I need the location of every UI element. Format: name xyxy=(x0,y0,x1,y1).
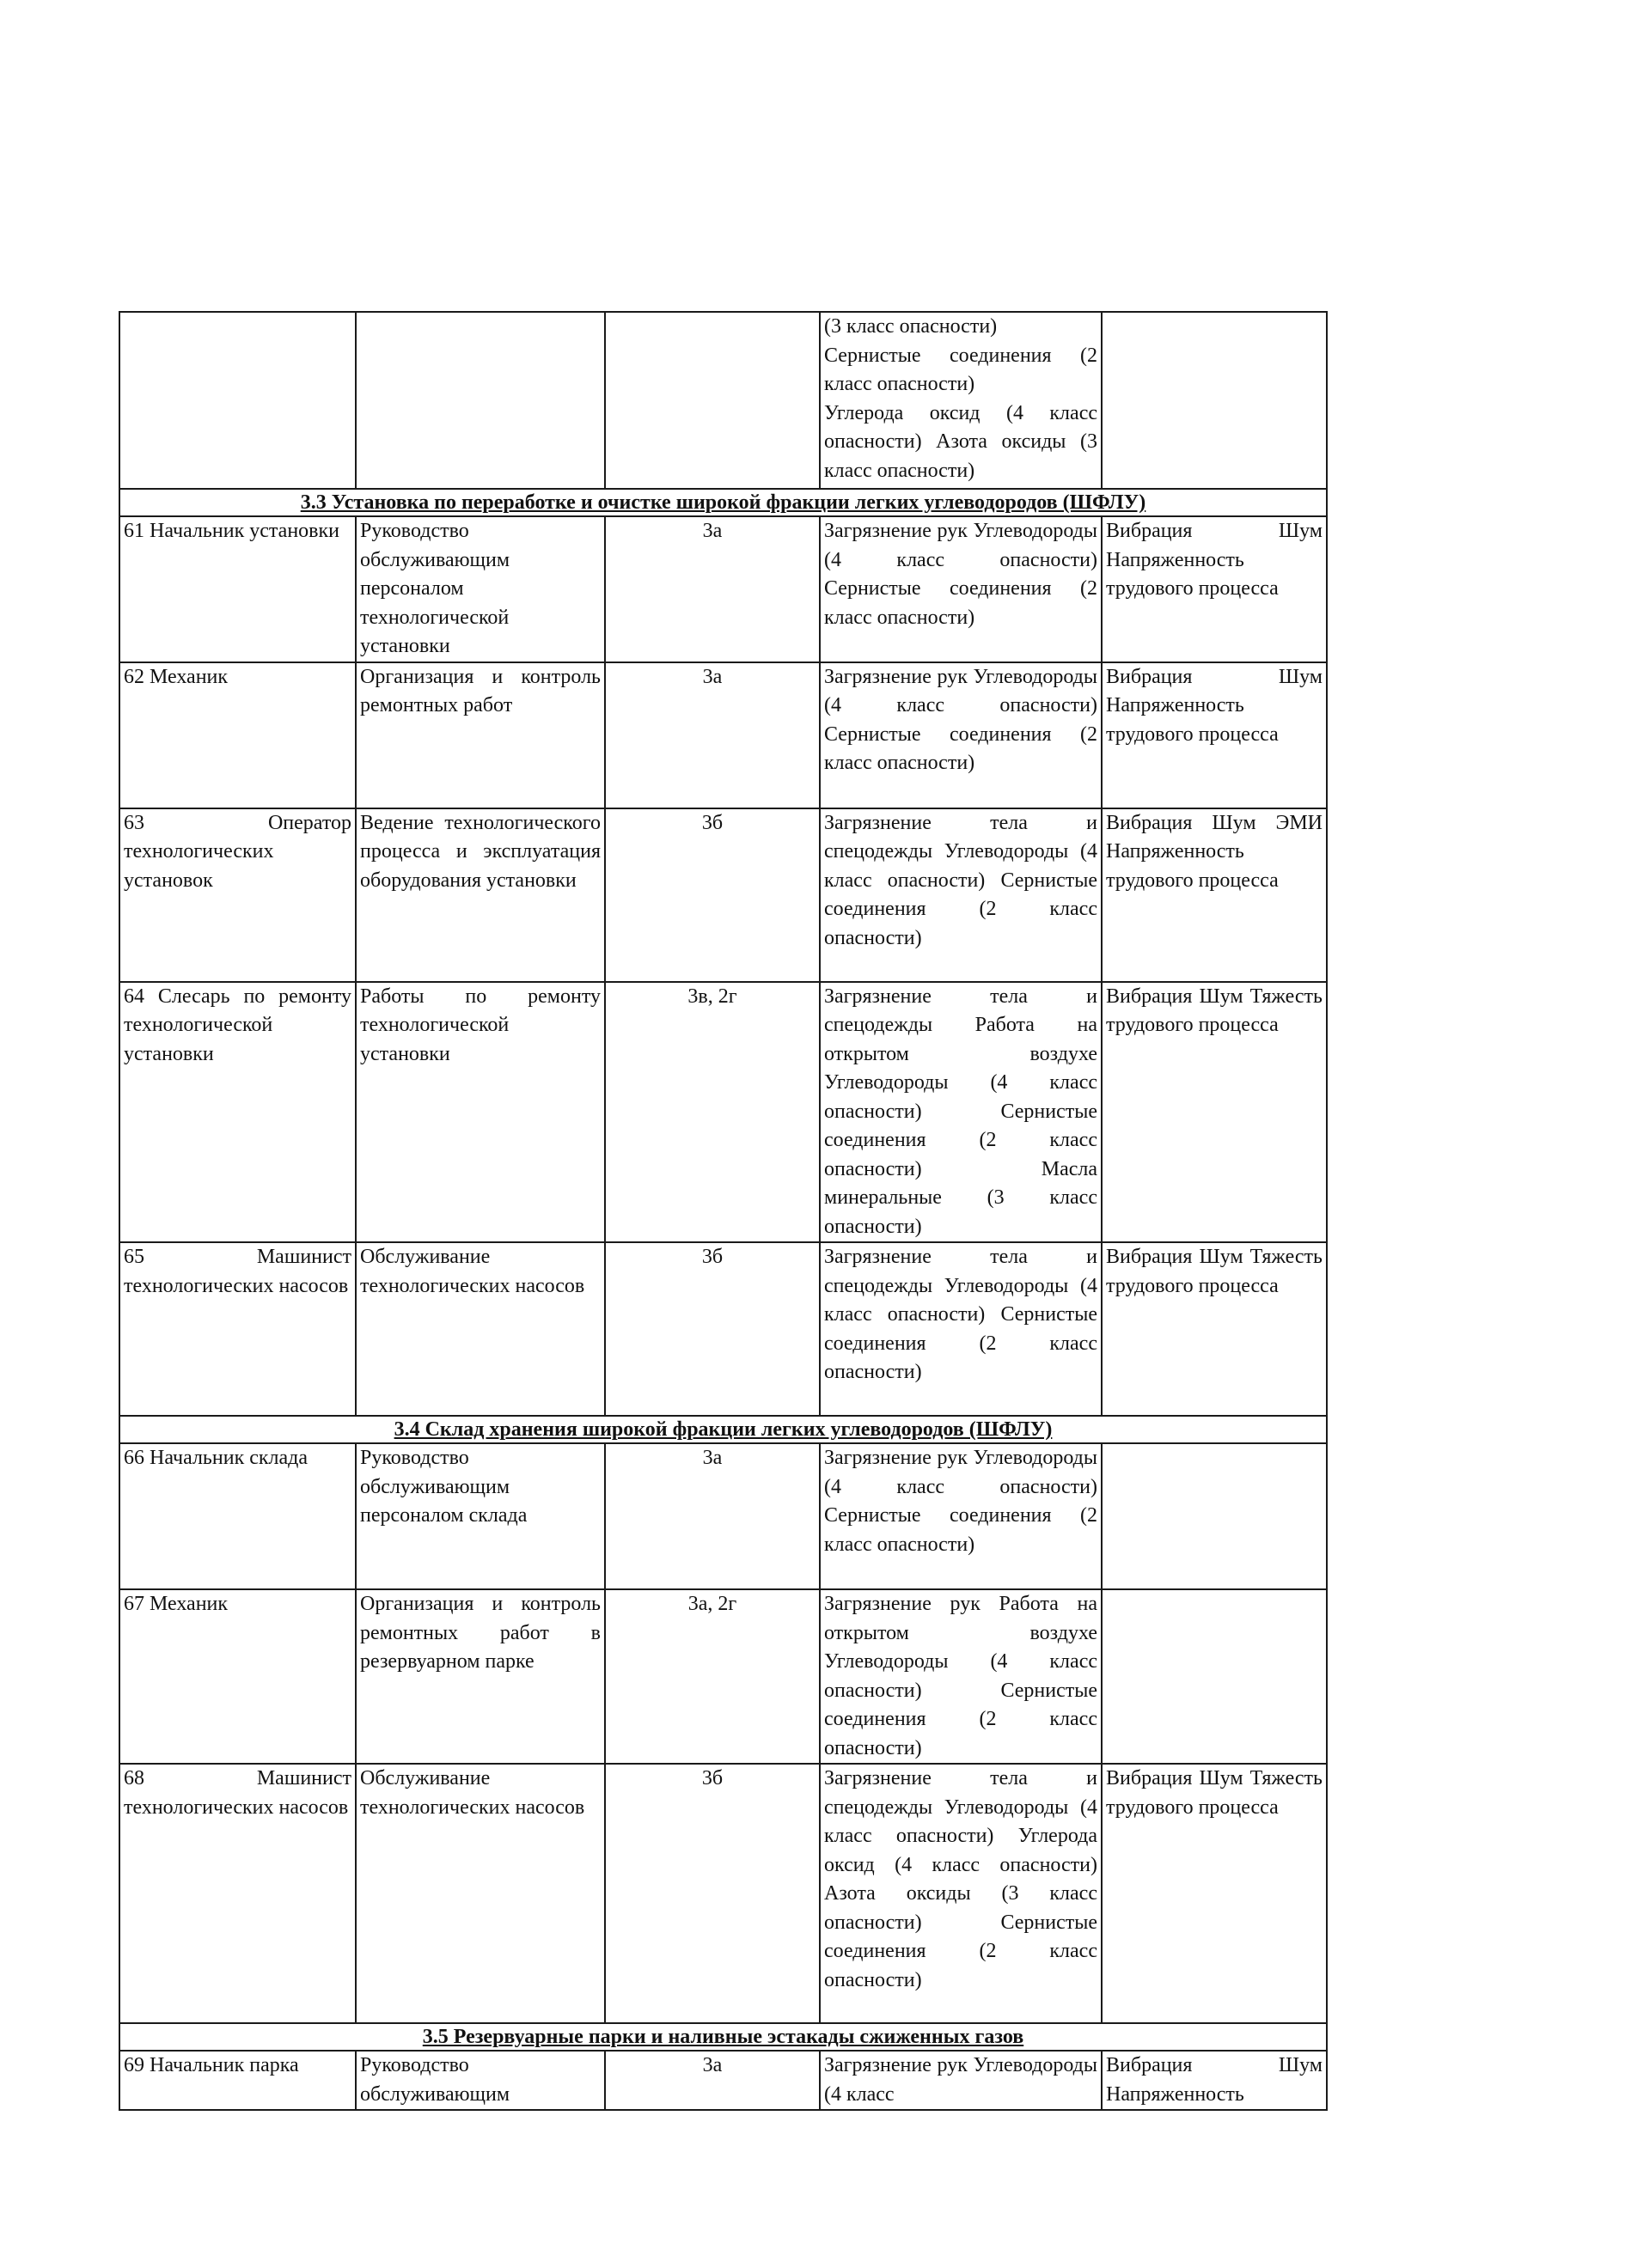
factor-text: (3 класс опасности) xyxy=(824,315,998,338)
factors-cell: Загрязнение тела и спецодежды Углеводороды (4 класс опасности) Сернистые соединения (2 класс опасности) xyxy=(820,808,1102,982)
position-cell: 63 Оператор технологических установок xyxy=(119,808,356,982)
position-cell: 67 Механик xyxy=(119,1589,356,1764)
class-cell: 3а xyxy=(605,1443,820,1589)
factor-text: Сернистые соединения (2 класс опасности) xyxy=(824,344,1097,395)
class-cell: 3б xyxy=(605,1764,820,2023)
other-factors-cell: Вибрация Шум ЭМИ Напряженность трудового процесса xyxy=(1102,808,1327,982)
section-header-row xyxy=(119,1416,1327,1443)
class-cell: 3а xyxy=(605,2051,820,2110)
factors-cell: Загрязнение рук Углеводороды (4 класс опасности) Сернистые соединения (2 класс опасности) xyxy=(820,1443,1102,1589)
other-factors-cell xyxy=(1102,1443,1327,1589)
factor-text: Углерода оксид (4 класс опасности) Азота оксиды (3 класс опасности) xyxy=(824,401,1097,482)
section-title: 3.5 Резервуарные парки и наливные эстакады сжиженных газов xyxy=(119,2023,1327,2051)
table-row xyxy=(119,1443,1327,1589)
work-cell: Руководство обслуживающим xyxy=(356,2051,605,2110)
section-title: 3.3 Установка по переработке и очистке широкой фракции легких углеводородов (ШФЛУ) xyxy=(119,489,1327,516)
class-cell: 3в, 2г xyxy=(605,982,820,1243)
position-cell: 65 Машинист технологических насосов xyxy=(119,1242,356,1416)
work-cell: Обслуживание технологических насосов xyxy=(356,1242,605,1416)
factors-cell: Загрязнение рук Работа на открытом воздухе Углеводороды (4 класс опасности) Сернистые соединения (2 класс опасности) xyxy=(820,1589,1102,1764)
class-cell: 3а xyxy=(605,662,820,808)
factors-cell: Загрязнение тела и спецодежды Работа на открытом воздухе Углеводороды (4 класс опасности) Сернистые соединения (2 класс опасности) Масла минеральные (3 класс опасности) xyxy=(820,982,1102,1243)
other-factors-cell: Вибрация Шум Тяжесть трудового процесса xyxy=(1102,1242,1327,1416)
work-cell xyxy=(356,312,605,489)
factors-cell: Загрязнение тела и спецодежды Углеводороды (4 класс опасности) Углерода оксид (4 класс опасности) Азота оксиды (3 класс опасности) Сернистые соединения (2 класс опасности) xyxy=(820,1764,1102,2023)
other-factors-cell: Вибрация Шум Напряженность трудового процесса xyxy=(1102,662,1327,808)
table-row xyxy=(119,982,1327,1243)
section-header-row xyxy=(119,2023,1327,2051)
table-row xyxy=(119,1242,1327,1416)
factors-cell: Загрязнение рук Углеводороды (4 класс xyxy=(820,2051,1102,2110)
other-factors-cell: Вибрация Шум Тяжесть трудового процесса xyxy=(1102,1764,1327,2023)
hazard-classification-table xyxy=(119,311,1328,2111)
work-cell: Работы по ремонту технологической установки xyxy=(356,982,605,1243)
position-cell: 68 Машинист технологических насосов xyxy=(119,1764,356,2023)
class-cell: 3а xyxy=(605,516,820,662)
work-cell: Ведение технологического процесса и эксплуатация оборудования установки xyxy=(356,808,605,982)
position-cell: 61 Начальник установки xyxy=(119,516,356,662)
table-row xyxy=(119,1764,1327,2023)
work-cell: Руководство обслуживающим персоналом технологической установки xyxy=(356,516,605,662)
work-cell: Обслуживание технологических насосов xyxy=(356,1764,605,2023)
factors-cell xyxy=(820,312,1102,489)
section-header-row xyxy=(119,489,1327,516)
table-row xyxy=(119,662,1327,808)
factors-cell: Загрязнение тела и спецодежды Углеводороды (4 класс опасности) Сернистые соединения (2 класс опасности) xyxy=(820,1242,1102,1416)
factors-cell: Загрязнение рук Углеводороды (4 класс опасности) Сернистые соединения (2 класс опасности) xyxy=(820,516,1102,662)
table-row xyxy=(119,516,1327,662)
work-cell: Руководство обслуживающим персоналом склада xyxy=(356,1443,605,1589)
other-factors-cell: Вибрация Шум Напряженность xyxy=(1102,2051,1327,2110)
class-cell xyxy=(605,312,820,489)
table-row xyxy=(119,808,1327,982)
table-row xyxy=(119,1589,1327,1764)
table-row-continuation xyxy=(119,312,1327,489)
other-factors-cell xyxy=(1102,312,1327,489)
position-cell xyxy=(119,312,356,489)
class-cell: 3а, 2г xyxy=(605,1589,820,1764)
class-cell: 3б xyxy=(605,1242,820,1416)
position-cell: 69 Начальник парка xyxy=(119,2051,356,2110)
work-cell: Организация и контроль ремонтных работ xyxy=(356,662,605,808)
other-factors-cell xyxy=(1102,1589,1327,1764)
other-factors-cell: Вибрация Шум Напряженность трудового процесса xyxy=(1102,516,1327,662)
position-cell: 66 Начальник склада xyxy=(119,1443,356,1589)
class-cell: 3б xyxy=(605,808,820,982)
section-title: 3.4 Склад хранения широкой фракции легких углеводородов (ШФЛУ) xyxy=(119,1416,1327,1443)
other-factors-cell: Вибрация Шум Тяжесть трудового процесса xyxy=(1102,982,1327,1243)
work-cell: Организация и контроль ремонтных работ в резервуарном парке xyxy=(356,1589,605,1764)
position-cell: 64 Слесарь по ремонту технологической установки xyxy=(119,982,356,1243)
factors-cell: Загрязнение рук Углеводороды (4 класс опасности) Сернистые соединения (2 класс опасности) xyxy=(820,662,1102,808)
table-row xyxy=(119,2051,1327,2110)
position-cell: 62 Механик xyxy=(119,662,356,808)
